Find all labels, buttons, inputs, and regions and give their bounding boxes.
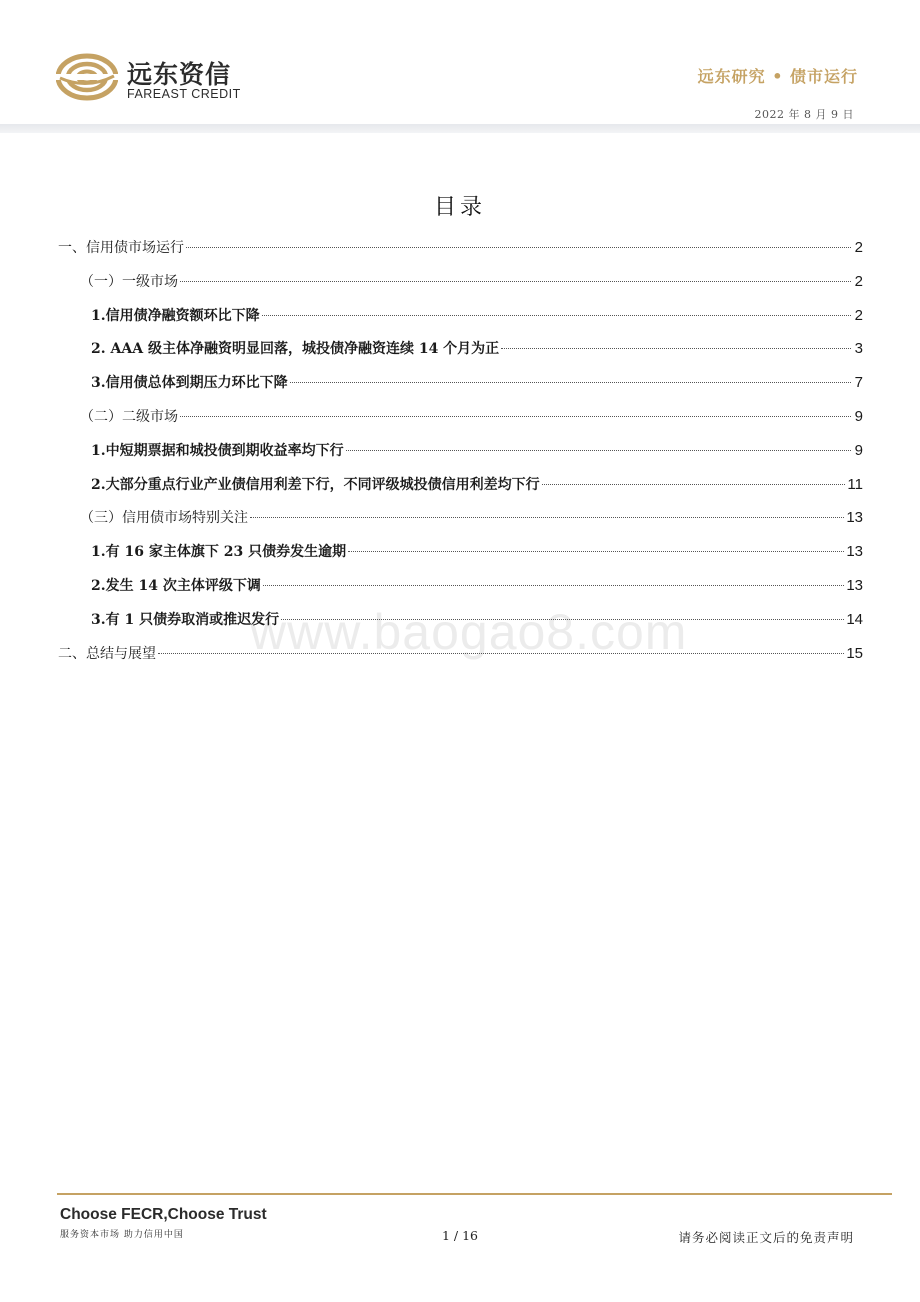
toc-entry-page: 7 (854, 374, 863, 392)
toc-entry-text: （二）二级市场 (80, 408, 178, 425)
toc-entry-text: 1.信用债净融资额环比下降 (91, 307, 260, 324)
toc-dot-leader (348, 551, 844, 552)
page-number: 1 / 16 (441, 1228, 479, 1243)
toc-entry-page: 2 (854, 239, 863, 256)
toc-entry-text: 1.中短期票据和城投债到期收益率均下行 (91, 442, 344, 459)
toc-entry-text: 3.信用债总体到期压力环比下降 (91, 375, 288, 392)
toc-entry-page: 9 (854, 441, 863, 459)
toc-entry-text: 2.发生 14 次主体评级下调 (91, 577, 261, 594)
toc-dot-leader (158, 653, 844, 654)
toc-entry-text: 2. AAA 级主体净融资明显回落，城投债净融资连续 14 个月为正 (91, 341, 500, 358)
toc-dot-leader (263, 585, 844, 586)
toc-entry[interactable] (58, 603, 863, 637)
toc-entry-page: 13 (846, 576, 863, 594)
toc-entry-text: 1.有 16 家主体旗下 23 只债券发生逾期 (91, 544, 347, 561)
toc-entry-page: 13 (846, 543, 863, 561)
footer-slogan: Choose FECR,Choose Trust (60, 1206, 267, 1223)
table-of-contents (58, 231, 863, 670)
toc-dot-leader (281, 619, 844, 620)
report-date: 2022 年 8 月 9 日 (754, 108, 854, 121)
toc-dot-leader (186, 247, 851, 248)
toc-entry[interactable] (58, 501, 863, 535)
toc-dot-leader (290, 382, 851, 383)
toc-dot-leader (180, 416, 851, 417)
toc-entry-page: 2 (854, 306, 863, 324)
fareast-logo-icon (56, 53, 118, 101)
toc-entry-page: 9 (854, 407, 863, 425)
toc-entry[interactable] (58, 569, 863, 603)
toc-dot-leader (250, 517, 844, 518)
toc-entry[interactable] (58, 434, 863, 468)
logo-english-name: FAREAST CREDIT (127, 87, 241, 101)
toc-entry[interactable] (58, 535, 863, 569)
toc-entry-text: 二、总结与展望 (58, 645, 156, 662)
footer-divider (57, 1193, 892, 1195)
toc-entry[interactable] (58, 332, 863, 366)
header-divider-band (0, 124, 920, 133)
toc-entry[interactable] (58, 299, 863, 333)
toc-entry[interactable] (58, 231, 863, 265)
footer-slogan-subtitle: 服务资本市场 助力信用中国 (60, 1230, 184, 1240)
toc-entry-page: 3 (854, 340, 863, 358)
toc-entry-text: （三）信用债市场特别关注 (80, 510, 248, 527)
toc-entry-page: 14 (846, 610, 863, 628)
toc-dot-leader (346, 450, 851, 451)
report-series-title: 远东研究 • 债市运行 (697, 67, 858, 86)
toc-entry[interactable] (58, 265, 863, 299)
toc-dot-leader (542, 484, 846, 485)
toc-entry[interactable] (58, 468, 863, 502)
logo-chinese-name: 远东资信 (127, 60, 232, 89)
toc-entry-text: 一、信用债市场运行 (58, 240, 184, 256)
toc-entry[interactable] (58, 366, 863, 400)
toc-entry-text: （一）一级市场 (80, 273, 178, 290)
footer-disclaimer: 请务必阅读正文后的免责声明 (678, 1230, 854, 1245)
toc-title: 目录 (433, 195, 486, 220)
toc-dot-leader (180, 281, 851, 282)
toc-entry-page: 15 (846, 644, 863, 662)
toc-entry-text: 3.有 1 只债券取消或推迟发行 (91, 611, 280, 628)
watermark: www.baogao8.com (250, 604, 688, 660)
toc-entry-page: 2 (854, 272, 863, 290)
toc-entry[interactable] (58, 637, 863, 671)
toc-dot-leader (501, 348, 851, 349)
toc-entry-page: 13 (846, 509, 863, 527)
toc-entry-text: 2.大部分重点行业产业债信用利差下行，不同评级城投债信用利差均下行 (91, 476, 540, 493)
toc-dot-leader (262, 315, 851, 316)
toc-entry[interactable] (58, 400, 863, 434)
page-header (0, 0, 920, 134)
toc-entry-page: 11 (847, 475, 863, 493)
